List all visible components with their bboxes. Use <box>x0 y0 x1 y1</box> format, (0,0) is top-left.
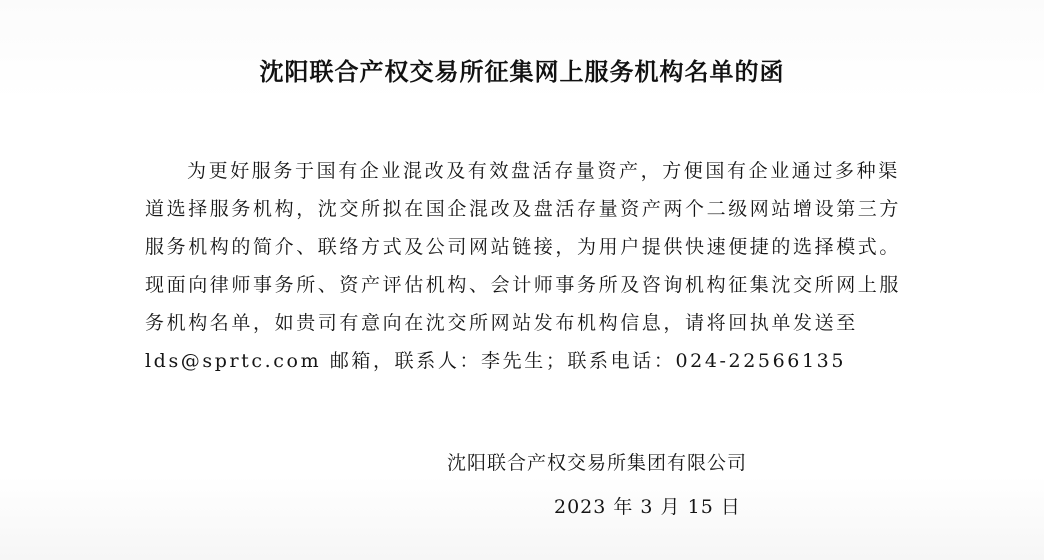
paragraph-line-3: 服务机构的简介、联络方式及公司网站链接，为用户提供快速便捷的选择模式。 <box>145 236 902 258</box>
paragraph-line-1: 为更好服务于国有企业混改及有效盘活存量资产，方便国有企业通过多种渠 <box>187 160 900 182</box>
document-title: 沈阳联合产权交易所征集网上服务机构名单的函 <box>259 58 785 86</box>
paragraph-line-2: 道选择服务机构，沈交所拟在国企混改及盘活存量资产两个二级网站增设第三方 <box>145 198 902 220</box>
signature-date: 2023 年 3 月 15 日 <box>554 496 741 518</box>
signature-organization: 沈阳联合产权交易所集团有限公司 <box>447 452 748 474</box>
paragraph-line-5: 务机构名单，如贵司有意向在沈交所网站发布机构信息，请将回执单发送至 <box>145 312 858 334</box>
paragraph-line-6: lds@sprtc.com 邮箱，联系人：李先生；联系电话：024-22566135 <box>145 350 847 372</box>
paragraph-line-4: 现面向律师事务所、资产评估机构、会计师事务所及咨询机构征集沈交所网上服 <box>145 274 902 296</box>
body-paragraph <box>145 152 905 380</box>
